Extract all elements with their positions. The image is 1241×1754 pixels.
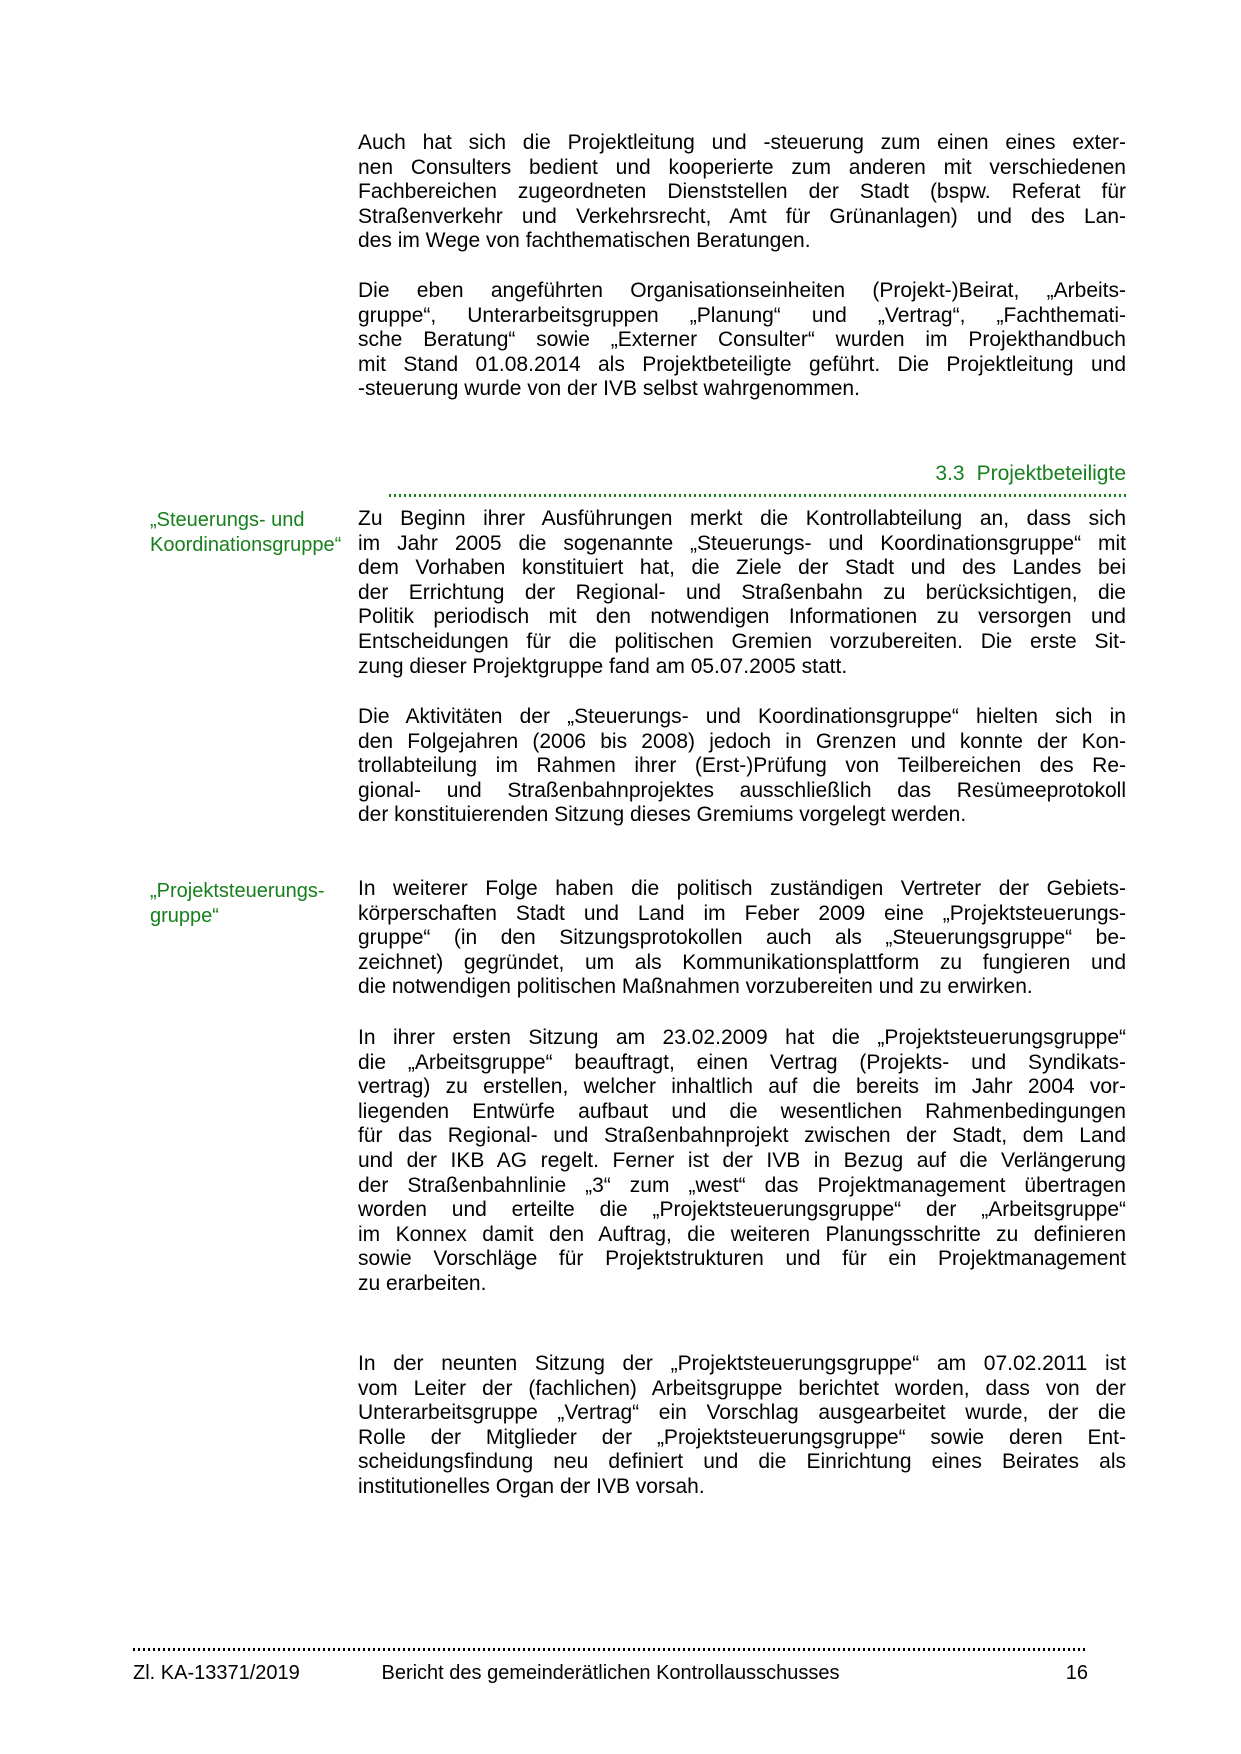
text-line: Rolle der Mitglieder der „Projektsteuerungsgruppe“ sowie deren Ent- (358, 1425, 1126, 1449)
text-line: institutionelles Organ der IVB vorsah. (358, 1474, 705, 1498)
text-line: nen Consulters bedient und kooperierte zum anderen mit verschiedenen (358, 155, 1126, 179)
text-line: Die eben angeführten Organisationseinheiten (Projekt-)Beirat, „Arbeits- (358, 279, 1126, 302)
text-line: Zu Beginn ihrer Ausführungen merkt die Kontrollabteilung an, dass sich (358, 507, 1126, 530)
text-line: zeichnet) gegründet, um als Kommunikationsplattform zu fungieren und (358, 950, 1126, 974)
text-line: die notwendigen politischen Maßnahmen vorzubereiten und zu erwirken. (358, 975, 1033, 999)
section-divider-dotted-line (389, 494, 1126, 497)
text-line: im Konnex damit den Auftrag, die weiteren Planungsschritte zu definieren (358, 1222, 1126, 1246)
text-line: des im Wege von fachthematischen Beratungen. (358, 229, 811, 253)
text-line: der Straßenbahnlinie „3“ zum „west“ das Projektmanagement übertragen (358, 1173, 1126, 1197)
text-line: In der neunten Sitzung der „Projektsteuerungsgruppe“ am 07.02.2011 ist (358, 1352, 1126, 1375)
text-line: und der IKB AG regelt. Ferner ist der IVB in Bezug auf die Verlängerung (358, 1148, 1126, 1172)
text-line: der Errichtung der Regional- und Straßenbahn zu berücksichtigen, die (358, 580, 1126, 604)
text-line: mit Stand 01.08.2014 als Projektbeteiligte geführt. Die Projektleitung und (358, 352, 1126, 376)
text-line: worden und erteilte die „Projektsteuerungsgruppe“ der „Arbeitsgruppe“ (358, 1198, 1126, 1222)
text-line: Unterarbeitsgruppe „Vertrag“ ein Vorschlag ausgearbeitet wurde, der die (358, 1401, 1126, 1425)
text-line: „Steuerungs- und (150, 509, 305, 531)
text-line: Straßenverkehr und Verkehrsrecht, Amt für Grünanlagen) und des Lan- (358, 204, 1126, 228)
body-paragraph (358, 1352, 1126, 1500)
text-line: den Folgejahren (2006 bis 2008) jedoch in Grenzen und konnte der Kon- (358, 729, 1126, 753)
section-title: Projektbeteiligte (976, 462, 1126, 485)
footer-page-number: 16 (1065, 1662, 1088, 1684)
text-line: In weiterer Folge haben die politisch zuständigen Vertreter der Gebiets- (358, 877, 1126, 900)
body-paragraph (358, 705, 1126, 828)
margin-label (150, 879, 365, 928)
text-line: im Jahr 2005 die sogenannte „Steuerungs- und Koordinationsgruppe“ mit (358, 531, 1126, 555)
text-line: Entscheidungen für die politischen Gremien vorzubereiten. Die erste Sit- (358, 629, 1126, 653)
text-line: vertrag) zu erstellen, welcher inhaltlich auf die bereits im Jahr 2004 vor- (358, 1075, 1126, 1099)
text-line: körperschaften Stadt und Land im Feber 2009 eine „Projektsteuerungs- (358, 901, 1126, 925)
text-line: die „Arbeitsgruppe“ beauftragt, einen Vertrag (Projekts- und Syndikats- (358, 1050, 1126, 1074)
text-line: -steuerung wurde von der IVB selbst wahrgenommen. (358, 377, 860, 401)
text-line: gruppe“, Unterarbeitsgruppen „Planung“ und „Vertrag“, „Fachthemati- (358, 303, 1126, 327)
body-paragraph (358, 507, 1126, 679)
text-line: „Projektsteuerungs- (150, 880, 325, 902)
text-line: Fachbereichen zugeordneten Dienststellen der Stadt (bspw. Referat für (358, 180, 1126, 204)
text-line: scheidungsfindung neu definiert und die Einrichtung eines Beirates als (358, 1450, 1126, 1474)
text-line: In ihrer ersten Sitzung am 23.02.2009 hat die „Projektsteuerungsgruppe“ (358, 1026, 1126, 1049)
text-line: zu erarbeiten. (358, 1271, 487, 1295)
body-paragraph (358, 877, 1126, 1000)
text-line: trollabteilung im Rahmen ihrer (Erst-)Prüfung von Teilbereichen des Re- (358, 754, 1126, 778)
body-paragraph (358, 279, 1126, 402)
text-line: der konstituierenden Sitzung dieses Gremiums vorgelegt werden. (358, 803, 967, 827)
footer-title: Bericht des gemeinderätlichen Kontrollausschusses (381, 1662, 840, 1684)
text-line: zung dieser Projektgruppe fand am 05.07.2005 statt. (358, 654, 848, 678)
body-paragraph (358, 131, 1126, 254)
text-line: sche Beratung“ sowie „Externer Consulter“ wurden im Projekthandbuch (358, 328, 1126, 352)
body-paragraph (358, 1026, 1126, 1297)
text-line: sowie Vorschläge für Projektstrukturen und für ein Projektmanagement (358, 1247, 1126, 1271)
section-heading (358, 461, 1126, 486)
text-line: Koordinationsgruppe“ (150, 533, 342, 556)
text-line: vom Leiter der (fachlichen) Arbeitsgruppe berichtet worden, dass von der (358, 1376, 1126, 1400)
margin-label (150, 508, 365, 557)
text-line: Auch hat sich die Projektleitung und -steuerung zum einen eines exter- (358, 131, 1126, 154)
text-line: gional- und Straßenbahnprojektes ausschließlich das Resümeeprotokoll (358, 778, 1126, 802)
text-line: Politik periodisch mit den notwendigen Informationen zu versorgen und (358, 605, 1126, 629)
text-line: Die Aktivitäten der „Steuerungs- und Koordinationsgruppe“ hielten sich in (358, 705, 1126, 728)
text-line: gruppe“ (150, 904, 219, 927)
text-line: für das Regional- und Straßenbahnprojekt zwischen der Stadt, dem Land (358, 1124, 1126, 1148)
footer-dotted-line (133, 1648, 1088, 1651)
footer-reference: Zl. KA-13371/2019 (133, 1662, 300, 1684)
text-line: liegenden Entwürfe aufbaut und die wesentlichen Rahmenbedingungen (358, 1099, 1126, 1123)
text-line: gruppe“ (in den Sitzungsprotokollen auch als „Steuerungsgruppe“ be- (358, 926, 1126, 950)
section-number: 3.3 (935, 462, 965, 485)
text-line: dem Vorhaben konstituiert hat, die Ziele der Stadt und des Landes bei (358, 556, 1126, 580)
